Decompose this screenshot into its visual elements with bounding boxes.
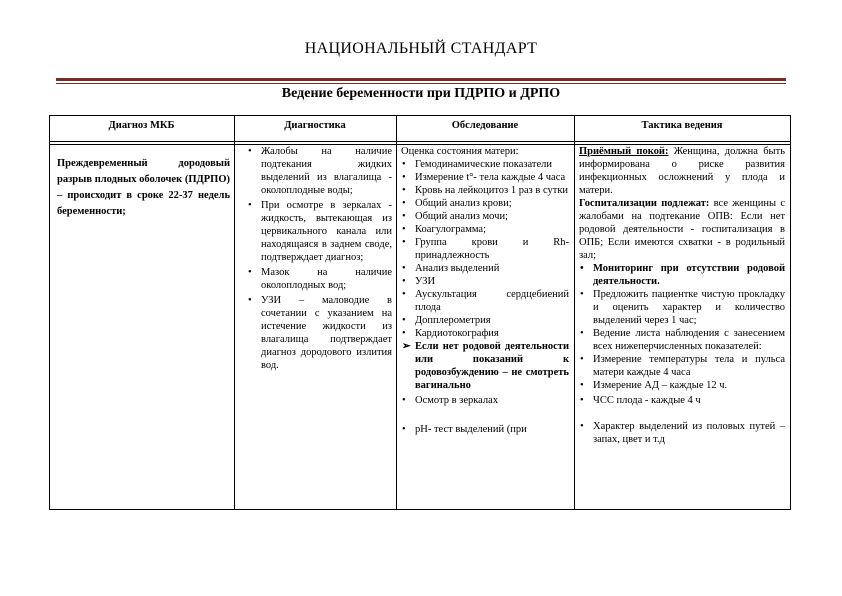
tactics-cell	[579, 145, 785, 446]
examination-intro: Оценка состояния матери:	[401, 146, 519, 157]
examination-item: • Измерение t°- тела каждые 4 часа	[402, 172, 566, 183]
examination-cell	[401, 145, 569, 436]
examination-item: • Группа крови и Rh-принадлежность	[402, 237, 569, 261]
diagnostics-item: • При осмотре в зеркалах - жидкость, вытекающая из цервикального канала или находящаяся в заднем своде, подтверждает диагноз;	[248, 200, 392, 263]
examination-item: • Гемодинамические показатели	[402, 159, 553, 170]
header-rule-thin	[56, 83, 786, 84]
examination-item: • УЗИ	[402, 276, 436, 287]
arrow-bullet-icon: ➢	[402, 341, 411, 352]
tactics-item: • Измерение АД – каждые 12 ч.	[580, 380, 728, 391]
examination-item: • Общий анализ крови;	[402, 198, 512, 209]
document-title: Ведение беременности при ПДРПО и ДРПО	[281, 86, 561, 101]
column-divider-2	[396, 115, 397, 510]
diagnosis-text: Преждевременный дородовый разрыв плодных оболочек (ПДРПО) – происходит в сроке 22-37 недель беременности;	[57, 158, 230, 217]
tactics-item: • Ведение листа наблюдения с занесением всех нижеперчисленных показателей:	[580, 328, 785, 352]
column-divider-3	[574, 115, 575, 510]
tactics-hospitalization: Госпитализации подлежат: все женщины с жалобами на подтекание ОПВ: Если нет родовой деятельности - госпитализация в ОПБ; Если имеются схватки - в родильный зал;	[579, 198, 786, 261]
header-diagnostics: Диагностика	[284, 120, 346, 131]
examination-item: • Общий анализ мочи;	[402, 211, 508, 222]
diagnostics-cell	[247, 145, 392, 372]
examination-item: • Анализ выделений	[402, 263, 500, 274]
examination-item: • Осмотр в зеркалах	[402, 395, 499, 406]
examination-item: • Аускультация сердцебиений плода	[402, 289, 569, 313]
header-tactics: Тактика ведения	[641, 120, 723, 131]
examination-item: • Коагулограмма;	[402, 224, 486, 235]
examination-arrow-item: ➢ Если нет родовой деятельности или показаний к родовозбуждению – не смотреть вагинально	[402, 341, 569, 391]
tactics-item: • Предложить пациентке чистую прокладку и оценить характер и количество выделений через 1 час;	[580, 289, 785, 326]
tactics-item: • Мониторинг при отсутствии родовой деятельности.	[580, 263, 785, 287]
column-divider-1	[234, 115, 235, 510]
tactics-item: • Измерение температуры тела и пульса матери каждые 4 часа	[580, 354, 785, 378]
examination-item: • рН- тест выделений (при	[402, 424, 527, 435]
tactics-item: • ЧСС плода - каждые 4 ч	[580, 395, 701, 406]
header-diagnosis-icd: Диагноз МКБ	[108, 120, 175, 131]
tactics-item: • Характер выделений из половых путей – запах, цвет и т.д	[580, 421, 785, 445]
national-standard-header: НАЦИОНАЛЬНЫЙ СТАНДАРТ	[304, 40, 538, 57]
diagnostics-item: • Жалобы на наличие подтекания жидких выделений из влагалища - околоплодные воды;	[248, 146, 392, 196]
header-examination: Обследование	[451, 120, 519, 131]
diagnostics-item: • Мазок на наличие околоплодных вод;	[248, 267, 392, 291]
table-header-divider	[49, 141, 791, 142]
tactics-admission: Приёмный покой: Женщина, должна быть информирована о риске развития инфекционных осложнений у плода и матери.	[579, 146, 785, 196]
diagnostics-item: • УЗИ – маловодие в сочетании с указанием на истечение жидкости из влагалища подтверждает диагноз дородового излития вод.	[248, 295, 392, 371]
header-rule-thick	[56, 78, 786, 81]
examination-item: • Кровь на лейкоцитоз 1 раз в сутки	[402, 185, 569, 196]
examination-item: • Кардиотокография	[402, 328, 499, 339]
diagnosis-cell	[57, 156, 230, 220]
examination-item: • Допплерометрия	[402, 315, 491, 326]
